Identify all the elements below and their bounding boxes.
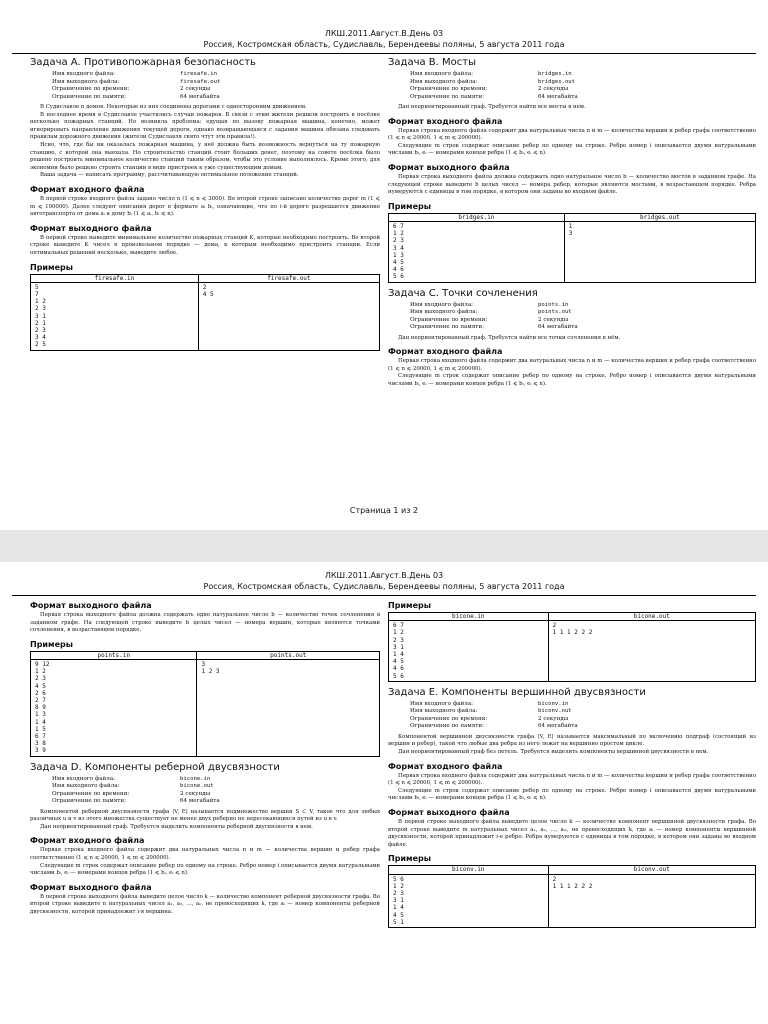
paragraph: Первая строка входного файла содержит два натуральных числа n и m — количества вершин и ребер графа соответственно (1 ⩽ n ⩽ 20000, 1 ⩽ m ⩽ 200000). <box>388 127 756 142</box>
paragraph: В Судиславле n домов. Некоторые из них соединены дорогами с односторонним движением. <box>40 104 307 110</box>
meta-label: Ограничение по времени: <box>410 316 488 323</box>
meta-label: Имя входного файла: <box>410 700 474 707</box>
meta-label: Имя выходного файла: <box>52 783 120 790</box>
section-heading: Формат входного файла <box>388 761 503 771</box>
example-output: 2 1 1 1 2 2 2 <box>548 874 755 927</box>
paragraph: Ваша задача — написать программу, рассчитывающую оптимальное положение станций. <box>40 172 299 179</box>
meta-value: 64 мегабайта <box>180 93 220 100</box>
paragraph: Следующие m строк содержат описание ребер по одному на строке. Ребро номер i описывается двумя натуральными числами bᵢ, eᵢ — номерами концов ребра (1 ⩽ bᵢ, eᵢ ⩽ n). <box>388 373 756 387</box>
page-footer: Страница 1 из 2 <box>349 506 419 515</box>
header-line-1: ЛКШ.2011.Август.В.День 03 <box>324 29 444 38</box>
example-table <box>30 651 380 757</box>
meta-label: Имя выходного файла: <box>410 78 478 85</box>
task-a-title: Задача A. Противопожарная безопасность <box>30 57 256 68</box>
task-b <box>388 56 756 283</box>
example-output: 1 3 <box>564 221 755 282</box>
right-column <box>388 600 756 928</box>
paragraph: Первая строка входного файла содержит два натуральных числа n и m — количества вершин и ребер графа соответственно (1 ⩽ n ⩽ 20000, 1 ⩽ m ⩽ 200000). <box>30 847 380 861</box>
table-header: points.in <box>31 651 197 659</box>
paragraph: В последнее время в Судиславле участились случаи пожаров. В связи с этим жители решили построить в посёлке несколько пожарных станций. Но возникла проблема: едущая по вызову пожарная машина, конечно, может игнорировать направление движения текущей дороги, однако возвращающаяся с задания машина обязана следовать правилам дорожного движения (жители Судиславля свято чтут эти правила!). <box>30 111 380 141</box>
paragraph: В первой строке выходного файла выведите целое число k — количество компонент реберной двусвязности графа. Во второй строке выведите n натуральных чисел a₁, a₂, …, aₙ, не превосходящих k, где aᵢ — номер компоненты реберной двусвязности, которой принадлежит i-я вершина. <box>30 893 381 915</box>
meta-value: 2 секунды <box>180 86 211 92</box>
section-heading: Примеры <box>30 262 73 272</box>
page-header <box>0 0 768 50</box>
paragraph: Первая строка входного файла содержит два натуральных числа n и m — количества вершин и ребер графа соответственно (1 ⩽ n ⩽ 20000, 1 ⩽ m ⩽ 200000). <box>388 358 756 372</box>
table-header: bridges.in <box>389 213 565 221</box>
meta-value: 64 мегабайта <box>538 324 578 331</box>
meta-value: biconv.in <box>538 700 569 707</box>
example-output: 3 1 2 3 <box>197 659 380 756</box>
example-table <box>388 213 756 283</box>
task-c <box>388 287 756 389</box>
meta-value: bicone.out <box>180 783 214 790</box>
meta-label: Ограничение по памяти: <box>410 93 484 100</box>
task-c-title: Задача C. Точки сочленения <box>388 287 538 299</box>
example-input: 5 6 1 2 2 3 3 1 1 4 4 5 5 1 <box>389 874 549 927</box>
example-input: 6 7 1 2 2 3 3 4 1 3 4 5 4 6 5 6 <box>389 221 565 282</box>
example-input: 6 7 1 2 2 3 3 1 1 4 4 5 4 6 5 6 <box>389 621 549 682</box>
meta-value: bridges.out <box>538 78 576 85</box>
example-table <box>388 865 756 928</box>
task-b-title: Задача B. Мосты <box>388 57 476 68</box>
paragraph: Дан неориентированный граф без петель. Требуется выделить компоненты вершинной двусвязности в нем. <box>398 749 709 756</box>
meta-value: 64 мегабайта <box>538 93 578 100</box>
paragraph: Дан неориентированный граф. Требуется найти все мосты в нем. <box>398 104 586 110</box>
task-e-meta <box>388 701 756 731</box>
header-line-2: Россия, Костромская область, Судиславль, Берендеевы поляны, 5 августа 2011 года <box>203 582 565 591</box>
task-a-meta <box>30 71 380 101</box>
table-header: firesafe.in <box>31 274 199 282</box>
meta-label: Ограничение по памяти: <box>410 324 484 331</box>
meta-label: Имя входного файла: <box>52 71 116 77</box>
example-input: 9 12 1 2 2 3 4 5 2 6 2 7 8 9 1 3 1 4 1 5 6 7 3 8 3 9 <box>31 659 197 756</box>
task-e <box>388 686 756 928</box>
paragraph: В первой строке выведите минимальное количество пожарных станций K, которые необходимо построить. Во второй строке выведите K чисел в произвольном порядке — дома, к которым необходимо пристроить станции. Если оптимальных решений несколько, выведите любое. <box>30 234 380 256</box>
header-rule <box>12 53 756 54</box>
task-c-meta <box>388 302 756 332</box>
section-heading: Формат выходного файла <box>30 882 152 892</box>
section-heading: Примеры <box>388 601 431 610</box>
meta-value: 2 секунды <box>538 86 569 92</box>
header-line-2: Россия, Костромская область, Судиславль, Берендеевы поляны, 5 августа 2011 года <box>203 40 565 49</box>
section-heading: Формат выходного файла <box>388 807 510 817</box>
right-column <box>388 56 756 389</box>
section-heading: Формат выходного файла <box>30 223 152 233</box>
meta-label: Ограничение по памяти: <box>52 798 126 805</box>
paragraph: Дан неориентированный граф. Требуется найти все точки сочленения в нём. <box>398 334 621 341</box>
meta-value: 2 секунды <box>180 790 211 797</box>
table-header: bridges.out <box>564 213 755 221</box>
meta-label: Ограничение по времени: <box>52 86 130 92</box>
page-separator <box>0 530 768 562</box>
paragraph: В первой строке входного файла задано число n (1 ⩽ n ⩽ 3000). Во второй строке записано количество дорог m (1 ⩽ m ⩽ 100000). Далее следуют описания дорог в формате aᵢ bᵢ, означающие, что по i-й дороге разрешается движение автотранспорта от дома aᵢ к дому bᵢ (1 ⩽ aᵢ, bᵢ ⩽ n). <box>30 195 380 218</box>
table-header: points.out <box>197 651 380 659</box>
meta-label: Ограничение по памяти: <box>410 723 484 730</box>
header-line-1: ЛКШ.2011.Август.В.День 03 <box>324 571 444 580</box>
page-header <box>0 562 768 592</box>
meta-value: 2 секунды <box>538 715 569 722</box>
table-header: bicone.in <box>389 613 549 621</box>
meta-value: biconv.out <box>538 708 572 715</box>
paragraph: В первой строке выходного файла выведите целое число k — количество компонент вершинной двусвязности графа. Во второй строке выведите m натуральных чисел a₁, a₂, …, aₘ, не превосходящих k, где aᵢ — номер компоненты вершинной двусвязности, которой принадлежит i-е ребро. Ребра нумеруются с единицы в том порядке, в котором они заданы во входном файле. <box>388 818 756 848</box>
section-heading: Формат входного файла <box>388 347 503 357</box>
paragraph: Первая строка выходного файла должна содержать одно натуральное число b — количество точек сочленения в заданном графе. На следующей строке выведите b целых чисел — номера вершин, которые являются точками сочленения, в возрастающем порядке. <box>30 612 380 634</box>
task-e-title: Задача E. Компоненты вершинной двусвязности <box>388 686 646 698</box>
header-rule <box>12 595 756 596</box>
paragraph: Дан неориентированный граф. Требуется выделить компоненты реберной двусвязности в нем. <box>40 823 313 830</box>
meta-value: firesafe.out <box>180 78 221 85</box>
meta-label: Имя выходного файла: <box>410 708 478 715</box>
table-header: bicone.out <box>548 613 755 621</box>
section-heading: Формат выходного файла <box>388 162 510 172</box>
section-heading: Формат выходного файла <box>30 601 152 610</box>
task-d-title: Задача D. Компоненты реберной двусвязности <box>30 761 280 773</box>
section-heading: Примеры <box>30 639 73 649</box>
example-input: 5 7 1 2 2 3 3 1 2 1 2 3 3 4 2 5 <box>31 282 199 350</box>
meta-value: firesafe.in <box>180 71 218 77</box>
example-output: 2 1 1 1 2 2 2 <box>548 621 755 682</box>
example-table <box>388 612 756 682</box>
meta-label: Имя выходного файла: <box>410 309 478 316</box>
section-heading: Примеры <box>388 854 431 864</box>
meta-label: Имя входного файла: <box>52 775 116 782</box>
page-2 <box>0 562 768 1024</box>
meta-label: Имя входного файла: <box>410 71 474 77</box>
meta-label: Имя выходного файла: <box>52 78 120 85</box>
paragraph: Следующие m строк содержат описание ребер по одному на строке. Ребро номер i описывается двумя натуральными числами bᵢ, eᵢ — номерами концов ребра (1 ⩽ bᵢ, eᵢ ⩽ n). <box>30 862 380 877</box>
table-header: biconv.in <box>389 866 549 874</box>
meta-value: bicone.in <box>180 775 211 782</box>
section-heading: Формат входного файла <box>388 116 503 126</box>
section-heading: Формат входного файла <box>30 836 145 846</box>
table-header: firesafe.out <box>198 274 379 282</box>
paragraph: Первая строка входного файла содержит два натуральных числа n и m — количества вершин и ребер графа соответственно (1 ⩽ n ⩽ 20000, 1 ⩽ m ⩽ 200000). <box>388 772 756 787</box>
meta-value: points.in <box>538 301 569 308</box>
meta-value: 64 мегабайта <box>538 723 578 730</box>
section-heading: Примеры <box>388 201 431 211</box>
paragraph: Первая строка выходного файла должна содержать одно натуральное число b — количество мостов в заданном графе. На следующей строке выведите b целых чисел — номера ребер, которые являются мостами, в возрастающем порядке. Ребра нумеруются с единицы в том порядке, в котором они заданы во входном файле. <box>388 173 756 196</box>
left-column <box>30 600 380 917</box>
paragraph: Ясно, что, где бы ни оказалась пожарная машина, у неё должна быть возможность вернуться на ту пожарную станцию, с которой она выехала. Но строительство станций стоит больших денег, поэтому на совете посёлка было решено построить минимальное количество станций таким образом, чтобы это условие выполнялось. Кроме этого, для экономии было решено строить станции в виде пристроек к уже существующим домам. <box>30 141 380 171</box>
meta-value: bridges.in <box>538 71 572 77</box>
paragraph: Компонентой вершинной двусвязности графа ⟨V, E⟩ называется максимальный по включению подграф (состоящий из вершин и ребер), такой что любые два ребра из него лежат на вершинно простом цикле. <box>388 733 756 748</box>
meta-label: Ограничение по времени: <box>52 790 130 797</box>
task-d <box>30 761 380 917</box>
meta-value: 2 секунды <box>538 316 569 323</box>
meta-label: Имя входного файла: <box>410 301 474 308</box>
section-heading: Формат входного файла <box>30 184 145 194</box>
table-header: biconv.out <box>548 866 755 874</box>
meta-value: points.out <box>538 309 572 316</box>
meta-label: Ограничение по времени: <box>410 715 488 722</box>
task-a <box>30 56 380 351</box>
example-table <box>30 274 380 351</box>
meta-value: 64 мегабайта <box>180 798 220 805</box>
meta-label: Ограничение по времени: <box>410 86 488 92</box>
paragraph: Следующие m строк содержат описание ребер по одному на строке. Ребро номер i описывается двумя натуральными числами bᵢ, eᵢ — номерами концов ребра (1 ⩽ bᵢ, eᵢ ⩽ n). <box>388 142 756 157</box>
task-b-meta <box>388 71 756 101</box>
meta-label: Ограничение по памяти: <box>52 93 126 100</box>
task-d-meta <box>30 776 380 806</box>
paragraph: Компонентой реберной двусвязности графа ⟨V, E⟩ называется подмножество вершин S ⊂ V, такое что для любых различных u и v из этого множества существует не менее двух реберно не пересекающихся путей из u в v. <box>30 808 380 823</box>
paragraph: Следующие m строк содержат описание ребер по одному на строке. Ребро номер i описывается двумя натуральными числами bᵢ, eᵢ — номерами концов ребра (1 ⩽ bᵢ, eᵢ ⩽ n). <box>388 787 756 802</box>
example-output: 2 4 5 <box>198 282 379 350</box>
